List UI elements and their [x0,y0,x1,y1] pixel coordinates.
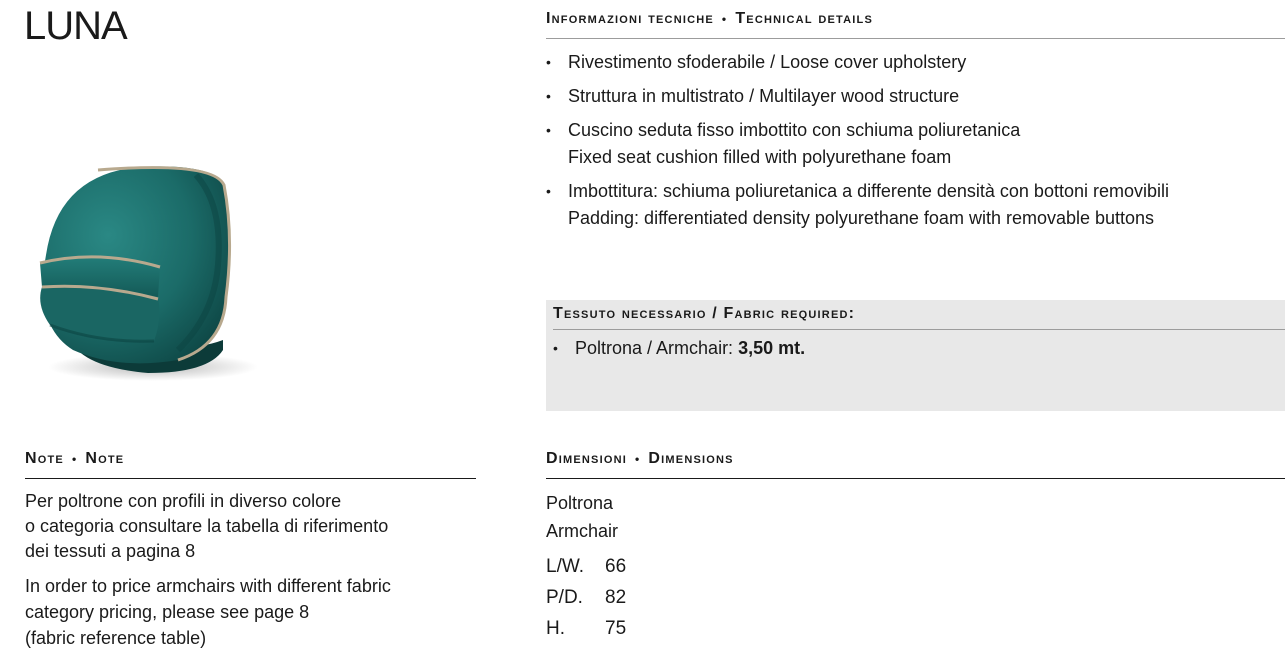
dimension-key: P/D. [546,587,583,608]
table-row [546,551,626,582]
technical-details-list [546,49,1285,232]
note-text-en [25,573,476,651]
list-item [546,178,1285,232]
list-item-text: • Cuscino seduta fisso imbottito con schiuma poliuretanica [568,120,1021,140]
fabric-required-box [546,300,1285,411]
note-text-it [25,489,476,564]
heading-en: Note [85,450,125,467]
note-heading [25,450,476,479]
list-item-text: • Rivestimento sfoderabile / Loose cover upholstery [568,52,967,72]
fabric-item-label: Poltrona / Armchair: [575,338,734,358]
list-item-text-en: Padding: differentiated density polyurethane foam with removable buttons [568,208,1155,228]
dimension-key: H. [546,618,565,639]
list-item-text-en: Fixed seat cushion filled with polyurethane foam [568,147,952,167]
dimensions-label-en: Armchair [546,521,619,541]
technical-details-section [546,10,1285,239]
list-item-text: • Imbottitura: schiuma poliuretanica a differente densità con bottoni removibili [568,181,1169,201]
armchair-image [28,145,260,385]
table-row [546,613,626,644]
dimensions-section [546,450,1285,644]
heading-it: Informazioni tecniche [546,10,714,27]
heading-it: Note [25,450,64,467]
heading-en: Technical details [735,10,874,27]
heading-it: Dimensioni [546,450,628,467]
list-item [546,117,1285,171]
list-item [546,49,1285,76]
dimension-value: 66 [605,556,627,577]
note-line: In order to price armchairs with different fabric [25,576,391,596]
heading-en: Dimensions [648,450,734,467]
note-section [25,450,476,651]
dimension-key: L/W. [546,556,585,577]
dimensions-table [546,551,626,644]
product-title: LUNA [24,4,127,48]
dimension-value: 82 [605,587,627,608]
dimension-value: 75 [605,618,627,639]
fabric-item-value: 3,50 mt. [738,338,806,358]
note-line: o categoria consultare la tabella di riferimento [25,516,389,536]
separator-dot: • [635,452,641,466]
separator-dot: • [71,452,78,466]
list-item-text: • Struttura in multistrato / Multilayer wood structure [568,86,960,106]
table-row [546,582,626,613]
note-line: (fabric reference table) [25,628,207,648]
list-item [546,83,1285,110]
note-line: dei tessuti a pagina 8 [25,541,196,561]
dimensions-label-it: Poltrona [546,493,614,513]
fabric-required-heading: Tessuto necessario / Fabric required: [553,305,1285,330]
fabric-required-item [553,338,1285,359]
note-line: Per poltrone con profili in diverso colore [25,491,342,511]
note-line: category pricing, please see page 8 [25,602,310,622]
technical-details-heading [546,10,1285,39]
separator-dot: • [721,12,728,26]
dimensions-heading [546,450,1285,479]
